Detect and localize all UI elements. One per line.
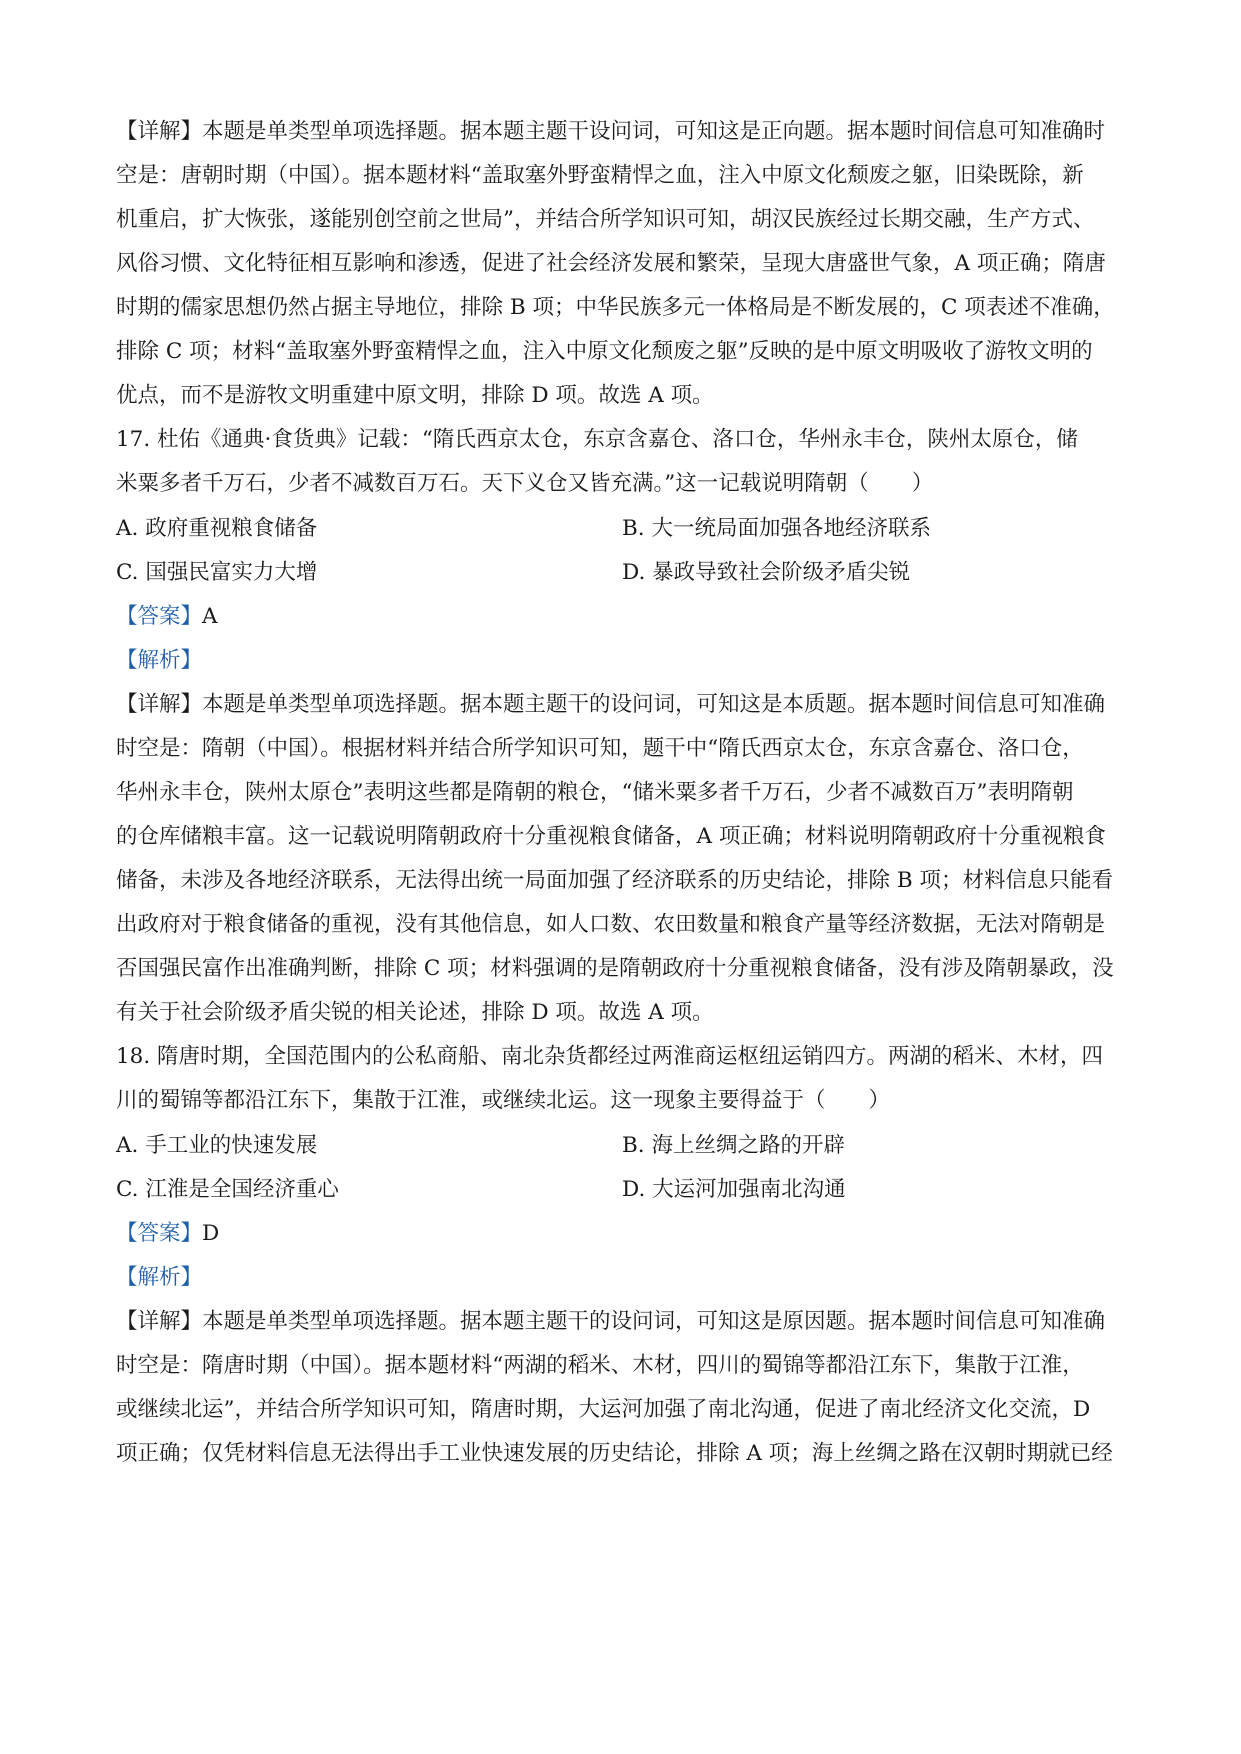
answer-label: 【答案】 [116, 604, 203, 629]
q17-option-c: C. 国强民富实力大增 [116, 560, 318, 585]
q17-detail-line: 华州永丰仓，陕州太原仓”表明这些都是隋朝的粮仓，“储米粟多者千万石，少者不减数百万”表明隋朝 [116, 780, 1074, 805]
detail-line: 空是：唐朝时期（中国）。据本题材料“盖取塞外野蛮精悍之血，注入中原文化颓废之躯，旧染既除，新 [116, 163, 1084, 188]
q18-detail-line: 时空是：隋唐时期（中国）。据本题材料“两湖的稻米、木材，四川的蜀锦等都沿江东下，集散于江淮， [116, 1353, 1084, 1378]
q17-detail-line: 【详解】本题是单类型单项选择题。据本题主题干的设问词，可知这是本质题。据本题时间信息可知准确 [116, 692, 1106, 717]
q17-option-d: D. 暴政导致社会阶级矛盾尖锐 [622, 560, 911, 585]
q17-detail-line: 出政府对于粮食储备的重视，没有其他信息，如人口数、农田数量和粮食产量等经济数据，无法对隋朝是 [116, 912, 1106, 937]
detail-line: 时期的儒家思想仍然占据主导地位，排除 B 项；中华民族多元一体格局是不断发展的，C 项表述不准确， [116, 295, 1115, 320]
question-17-stem: 17. 杜佑《通典·食货典》记载：“隋氏西京太仓，东京含嘉仓、洛口仓，华州永丰仓，陕州太原仓，储 [116, 427, 1078, 452]
answer-value: A [202, 604, 218, 629]
q18-detail-line: 或继续北运”，并结合所学知识可知，隋唐时期，大运河加强了南北沟通，促进了南北经济文化交流，D [116, 1397, 1091, 1422]
detail-line: 机重启，扩大恢张，遂能别创空前之世局”，并结合所学知识可知，胡汉民族经过长期交融，生产方式、 [116, 207, 1095, 232]
q17-detail-line: 时空是：隋朝（中国）。根据材料并结合所学知识可知，题干中“隋氏西京太仓，东京含嘉仓、洛口仓， [116, 736, 1084, 761]
q18-answer [116, 1218, 1126, 1250]
answer-value: D [202, 1221, 220, 1246]
q17-detail-line: 否国强民富作出准确判断，排除 C 项；材料强调的是隋朝政府十分重视粮食储备，没有涉及隋朝暴政，没 [116, 956, 1114, 981]
q18-detail-line: 【详解】本题是单类型单项选择题。据本题主题干的设问词，可知这是原因题。据本题时间信息可知准确 [116, 1309, 1106, 1334]
q18-option-c: C. 江淮是全国经济重心 [116, 1177, 339, 1202]
question-17-stem: 米粟多者千万石，少者不减数百万石。天下义仓又皆充满。”这一记载说明隋朝（ ） [116, 471, 934, 496]
answer-label: 【答案】 [116, 1221, 203, 1246]
detail-line: 排除 C 项；材料“盖取塞外野蛮精悍之血，注入中原文化颓废之躯”反映的是中原文明吸收了游牧文明的 [116, 339, 1093, 364]
question-18-stem: 18. 隋唐时期，全国范围内的公私商船、南北杂货都经过两淮商运枢纽运销四方。两湖的稻米、木材，四 [116, 1044, 1104, 1069]
q17-answer [116, 601, 1126, 633]
detail-line: 优点，而不是游牧文明重建中原文明，排除 D 项。故选 A 项。 [116, 383, 714, 408]
q18-detail-line: 项正确；仅凭材料信息无法得出手工业快速发展的历史结论，排除 A 项；海上丝绸之路在汉朝时期就已经 [116, 1441, 1113, 1466]
q17-detail-line: 有关于社会阶级矛盾尖锐的相关论述，排除 D 项。故选 A 项。 [116, 1000, 714, 1025]
q18-option-b: B. 海上丝绸之路的开辟 [622, 1133, 845, 1158]
q18-option-a: A. 手工业的快速发展 [116, 1133, 318, 1158]
q17-analysis-label: 【解析】 [116, 648, 203, 673]
q17-detail-line: 储备，未涉及各地经济联系，无法得出统一局面加强了经济联系的历史结论，排除 B 项；材料信息只能看 [116, 868, 1113, 893]
q17-option-b: B. 大一统局面加强各地经济联系 [622, 516, 931, 541]
q18-option-d: D. 大运河加强南北沟通 [622, 1177, 846, 1202]
question-18-stem: 川的蜀锦等都沿江东下，集散于江淮，或继续北运。这一现象主要得益于（ ） [116, 1088, 891, 1113]
detail-line: 【详解】本题是单类型单项选择题。据本题主题干设问词，可知这是正向题。据本题时间信息可知准确时 [116, 119, 1106, 144]
q17-option-a: A. 政府重视粮食储备 [116, 516, 318, 541]
q17-detail-line: 的仓库储粮丰富。这一记载说明隋朝政府十分重视粮食储备，A 项正确；材料说明隋朝政府十分重视粮食 [116, 824, 1106, 849]
detail-line: 风俗习惯、文化特征相互影响和渗透，促进了社会经济发展和繁荣，呈现大唐盛世气象，A 项正确；隋唐 [116, 251, 1106, 276]
q18-analysis-label: 【解析】 [116, 1265, 203, 1290]
